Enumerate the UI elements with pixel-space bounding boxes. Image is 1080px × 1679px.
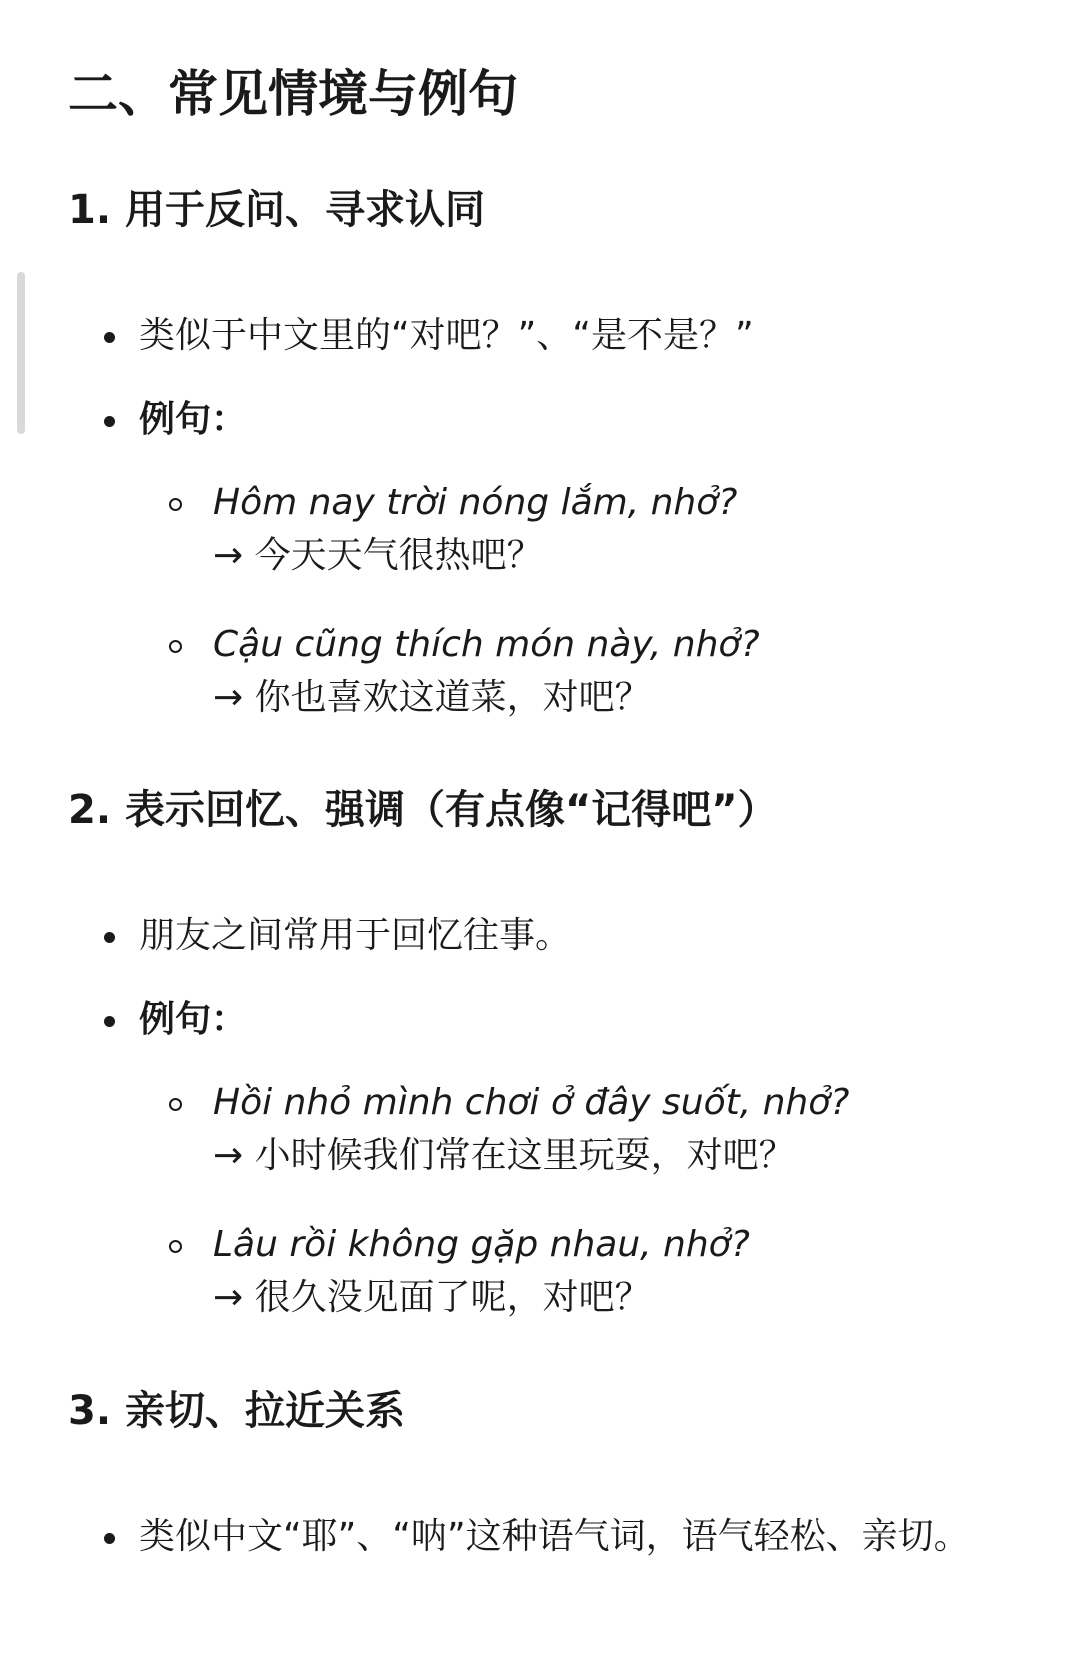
example-vietnamese: Hồi nhỏ mình chơi ở đây suốt, nhở?: [213, 1082, 850, 1123]
subsection-1-examples-label: 例句：: [139, 391, 999, 449]
section-heading: 二、常见情境与例句: [68, 65, 518, 123]
subsection-2-title: 2. 表示回忆、强调（有点像“记得吧”）: [68, 787, 778, 833]
example-1-1: [213, 478, 1033, 584]
example-chinese: → 你也喜欢这道菜，对吧？: [213, 677, 651, 718]
subsection-3-description: 类似中文“耶”、“呐”这种语气词，语气轻松、亲切。: [139, 1508, 979, 1566]
example-vietnamese: Lâu rồi không gặp nhau, nhở?: [213, 1224, 750, 1265]
example-vietnamese: Cậu cũng thích món này, nhở?: [213, 624, 760, 665]
subsection-2-examples-label: 例句：: [139, 991, 999, 1049]
subsection-1-title: 1. 用于反问、寻求认同: [68, 187, 485, 233]
subsection-1-description: 类似于中文里的“对吧？”、“是不是？”: [139, 307, 999, 365]
subsection-2-description: 朋友之间常用于回忆往事。: [139, 907, 999, 965]
example-2-2: [213, 1220, 1033, 1326]
example-vietnamese: Hôm nay trời nóng lắm, nhở?: [213, 482, 738, 523]
subsection-3-title: 3. 亲切、拉近关系: [68, 1388, 405, 1434]
example-chinese: → 今天天气很热吧？: [213, 535, 543, 576]
example-chinese: → 小时候我们常在这里玩耍，对吧？: [213, 1135, 795, 1176]
example-chinese: → 很久没见面了呢，对吧？: [213, 1277, 651, 1318]
example-1-2: [213, 620, 1033, 726]
scrollbar[interactable]: [17, 272, 25, 434]
example-2-1: [213, 1078, 1033, 1184]
